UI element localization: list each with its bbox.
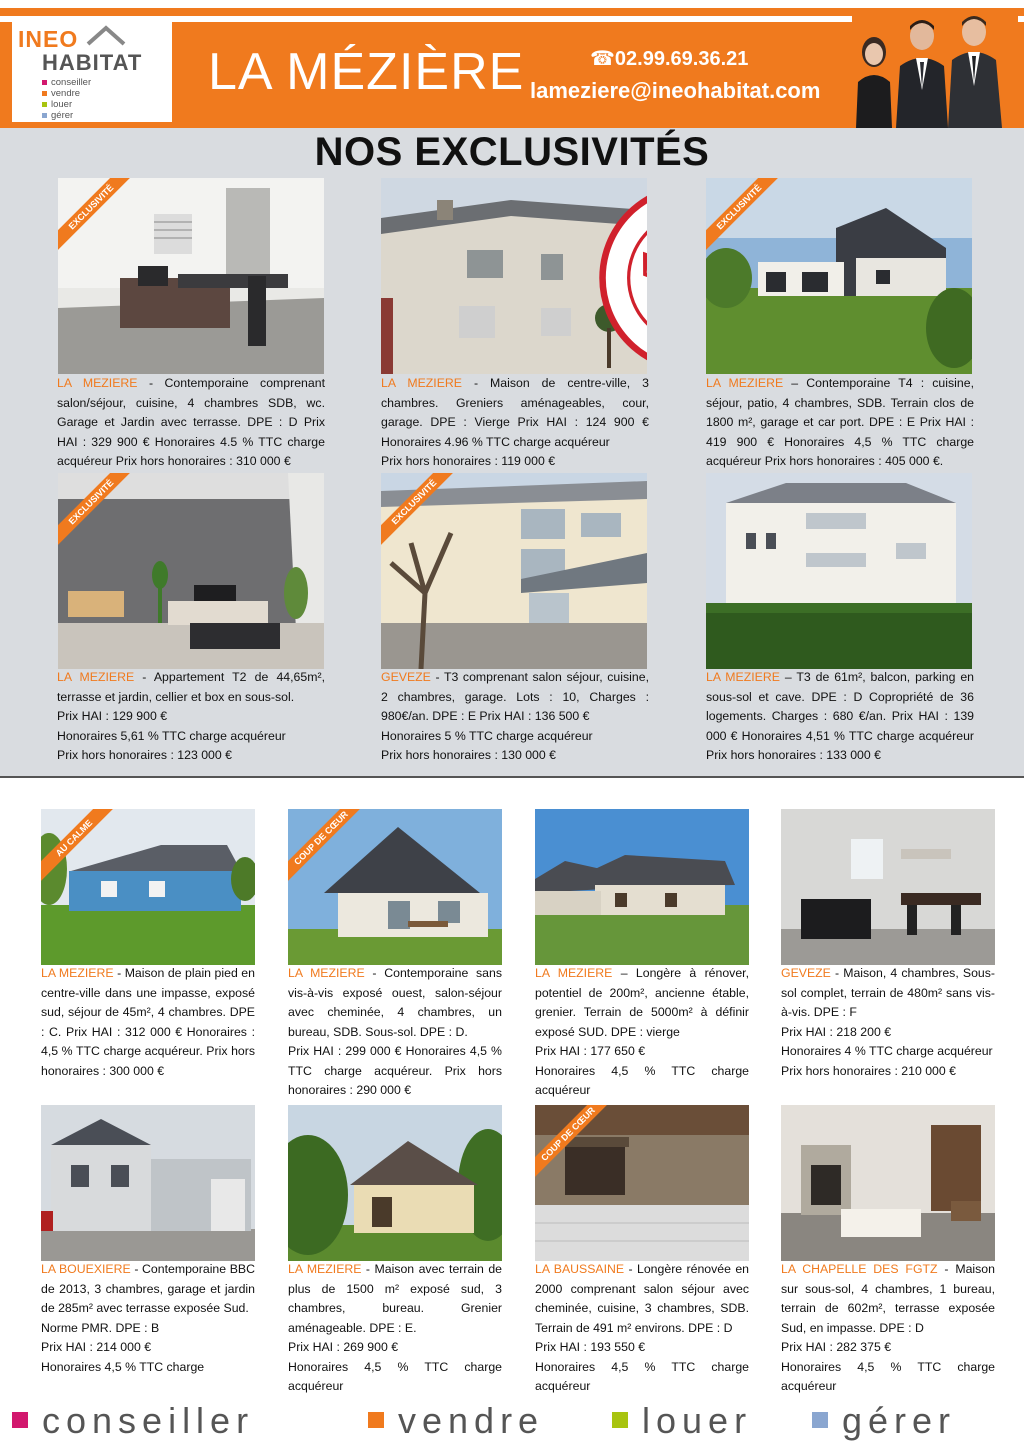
listing-fees: Honoraires 4,5 % TTC charge acquéreur [781, 1359, 995, 1393]
listing-city: LA MEZIERE [288, 1262, 362, 1276]
square-bullet-icon [42, 113, 47, 118]
listing-description: LA MEZIERE - Contemporaine sans vis-à-vis exposé ouest, salon-séjour avec cheminée, 4 chambres, un bureau, SDB. Sous-sol. DPE : D. Prix HAI : 299 000 € Honoraires 4,5 % TTC charge acquéreur. Prix hors honoraires : 290 000 € [288, 964, 502, 1101]
logo-wordmark-top: INEO [18, 26, 79, 52]
listing-fees: Honoraires 4,5 % TTC charge [41, 1359, 205, 1374]
agent-team-photo [852, 10, 1018, 128]
listing-description: GEVEZE - T3 comprenant salon séjour, cuisine, 2 chambres, garage. Lots : 10, Charges : 980€/an. DPE : E Prix HAI : 136 500 € Honoraires 5 % TTC charge acquéreur Prix hors honoraires : 130 000 € [381, 668, 649, 766]
listing-price-net: Prix hors honoraires : 119 000 € [381, 454, 556, 468]
listing-fees: Honoraires 5 % TTC charge acquéreur [381, 728, 593, 743]
listing-city: LA MEZIERE [57, 376, 138, 390]
sold-stamp [561, 180, 647, 374]
listing-price: Prix HAI : 218 200 € [781, 1024, 892, 1039]
services-footer [0, 1398, 1024, 1442]
listing-details: T3 de 61m², balcon, parking en sous-sol et cave. DPE : D Copropriété de 36 logements. Charges : 680 €/an. Prix HAI : 139 000 € Honoraires 4,51 % TTC charge acquéreur Prix hors honoraires : 133 000 € [706, 670, 975, 762]
listing-price: Prix HAI : 177 650 € [535, 1044, 646, 1058]
listing-photo[interactable] [535, 809, 749, 965]
footer-service-gerer: gérer [842, 1400, 957, 1441]
listing-price: Prix HAI : 282 375 € [781, 1340, 892, 1354]
square-bullet-icon [612, 1412, 628, 1428]
listing-photo[interactable] [706, 473, 972, 669]
listing-fees: Honoraires 4,5 % TTC charge acquéreur [288, 1359, 502, 1393]
listing-description: LA MEZIERE – Longère à rénover, potentiel de 200m², ancienne étable, grenier. Terrain de 5000m² à définir exposé SUD. DPE : vierge Prix HAI : 177 650 € Honoraires 4,5 % TTC charge acquéreur [535, 964, 749, 1101]
listing-details: Contemporaine T4 : cuisine, séjour, patio, 4 chambres, SDB. Terrain clos de 1800 m², garage et car port. DPE : E Prix HAI : 419 900 € Honoraires 4,5 % TTC charge acquéreur Prix hors honoraires : 405 000 €. [706, 376, 974, 468]
listing-description: LA MEZIERE - Maison avec terrain de plus de 1500 m² exposé sud, 3 chambres, bureau. Grenier aménageable. DPE : E. Prix HAI : 269 900 € Honoraires 4,5 % TTC charge acquéreur [288, 1260, 502, 1397]
listing-photo[interactable] [381, 178, 647, 374]
logo-wordmark-bottom: HABITAT [42, 50, 143, 75]
listing-description: LA MEZIERE - Maison de plain pied en centre-ville dans une impasse, exposé sud, séjour de 45m², 4 chambres. DPE : C. Prix HAI : 312 000 € Honoraires : 4,5 % TTC charge acquéreur. Prix hors honoraires : 300 000 € [41, 966, 255, 1078]
logo-services-list [42, 77, 91, 121]
listing-city: LA MEZIERE [288, 966, 365, 980]
exclusive-badge: EXCLUSIVITÉ [706, 178, 796, 268]
square-bullet-icon [42, 102, 47, 107]
listing-details: Maison avec terrain de plus de 1500 m² exposé sud, 3 chambres, bureau. Grenier aménageable. DPE : E. [288, 1262, 503, 1335]
listing-fees: Honoraires 4,5 % TTC charge acquéreur [535, 1063, 749, 1097]
listing-photo[interactable] [58, 473, 324, 669]
listing-city: LA CHAPELLE DES FGTZ [781, 1262, 938, 1276]
listing-city: LA MEZIERE [41, 966, 114, 980]
listing-photo[interactable] [706, 178, 972, 374]
listing-description: LA MEZIERE - Appartement T2 de 44,65m², terrasse et jardin, cellier et box en sous-sol. Prix HAI : 129 900 € Honoraires 5,61 % TTC charge acquéreur Prix hors honoraires : 123 000 € [57, 668, 325, 766]
listing-description: LA BAUSSAINE - Longère rénovée en 2000 comprenant salon séjour avec cheminée, cuisine, 3 chambres, SDB. Terrain de 491 m² environs. DPE : D Prix HAI : 193 550 € Honoraires 4,5 % TTC charge acquéreur [535, 1260, 749, 1397]
listing-photo[interactable] [781, 1105, 995, 1261]
listing-city: LA MEZIERE [706, 670, 780, 684]
listing-details: Maison, 4 chambres, Sous-sol complet, terrain de 480m² sans vis-à-vis. DPE : F [781, 966, 995, 1019]
listing-dpe: Norme PMR. DPE : B [41, 1320, 160, 1335]
listing-details: Longère rénovée en 2000 comprenant salon séjour avec cheminée, cuisine, 3 chambres, SDB. Terrain de 491 m² environs. DPE : D [535, 1262, 750, 1335]
bbc-house-photo [41, 1105, 255, 1261]
exclusive-badge: EXCLUSIVITÉ [58, 473, 148, 563]
exclusives-title: NOS EXCLUSIVITÉS [314, 130, 710, 174]
listing-price: Prix HAI : 129 900 € [57, 709, 168, 723]
listing-city: LA BOUEXIERE [41, 1262, 131, 1276]
exclusive-badge: EXCLUSIVITÉ [381, 473, 471, 563]
longere-photo [535, 809, 749, 965]
listing-photo[interactable] [41, 1105, 255, 1261]
listing-description: LA BOUEXIERE - Contemporaine BBC de 2013, 3 chambres, garage et jardin de 285m² avec terrasse exposée Sud. Norme PMR. DPE : B Prix HAI : 214 000 € Honoraires 4,5 % TTC charge [41, 1260, 255, 1377]
logo-service-item: gérer [42, 110, 91, 121]
listing-details: Contemporaine comprenant salon/séjour, cuisine, 4 chambres SDB, wc. Garage et Jardin avec terrasse. DPE : D Prix HAI : 329 900 € Honoraires 4.5 % TTC charge acquéreur Prix hors honoraires : 310 000 € [57, 376, 325, 468]
listing-price-net: Prix hors honoraires : 130 000 € [381, 748, 556, 762]
listing-price: Prix HAI : 299 000 € Honoraires 4,5 % TTC charge acquéreur. Prix hors honoraires : 290 000 € [288, 1044, 502, 1097]
listing-photo[interactable] [381, 473, 647, 669]
listing-details: T3 comprenant salon séjour, cuisine, 2 chambres, garage. Lots : 10, Charges : 980€/an. DPE : E Prix HAI : 136 500 € [381, 670, 649, 723]
listing-details: Appartement T2 de 44,65m², terrasse et jardin, cellier et box en sous-sol. [57, 670, 325, 704]
listing-description: LA MEZIERE - Maison de centre-ville, 3 chambres. Greniers aménageables, cour, garage. DPE : Vierge Prix HAI : 124 900 € Honoraires 4.96 % TTC charge acquéreur Prix hors honoraires : 119 000 € [381, 374, 649, 472]
listing-description: LA CHAPELLE DES FGTZ - Maison sur sous-sol, 4 chambres, 1 bureau, terrain de 602m², terrasse exposée Sud, en impasse. DPE : D Prix HAI : 282 375 € Honoraires 4,5 % TTC charge acquéreur [781, 1260, 995, 1397]
exclusive-badge: EXCLUSIVITÉ [58, 178, 148, 268]
listing-photo[interactable] [58, 178, 324, 374]
listing-price-net: Prix hors honoraires : 123 000 € [57, 748, 232, 762]
listing-photo[interactable] [41, 809, 255, 965]
email-link[interactable]: lameziere@ineohabitat.com [530, 78, 821, 103]
logo-service-item: louer [42, 99, 91, 110]
logo-service-item: vendre [42, 88, 91, 99]
section-divider [0, 776, 1024, 778]
house-roof-icon [86, 24, 126, 50]
listing-city: LA MEZIERE [57, 670, 135, 684]
favorite-badge: COUP DE CŒUR [535, 1105, 625, 1195]
listing-details: Longère à rénover, potentiel de 200m², ancienne étable, grenier. Terrain de 5000m² à définir exposé SUD. DPE : vierge [535, 966, 749, 1039]
listing-fees: Honoraires 5,61 % TTC charge acquéreur [57, 728, 286, 743]
footer-service-vendre: vendre [398, 1400, 545, 1441]
listing-photo[interactable] [781, 809, 995, 965]
listing-price: Prix HAI : 214 000 € [41, 1340, 152, 1354]
house-garden-photo [288, 1105, 502, 1261]
listing-city: LA MEZIERE [381, 376, 462, 390]
listing-price: Prix HAI : 269 900 € [288, 1340, 399, 1354]
listing-photo[interactable] [288, 809, 502, 965]
listing-description: LA MEZIERE - Contemporaine comprenant salon/séjour, cuisine, 4 chambres SDB, wc. Garage et Jardin avec terrasse. DPE : D Prix HAI : 329 900 € Honoraires 4.5 % TTC charge acquéreur Prix hors honoraires : 310 000 € [57, 376, 325, 468]
listing-details: Maison de plain pied en centre-ville dans une impasse, exposé sud, séjour de 45m², 4 chambres. DPE : C. Prix HAI : 312 000 € Honoraires : 4,5 % TTC charge acquéreur. Prix hors honoraires : 300 000 € [41, 966, 255, 1078]
agency-town-title: LA MÉZIÈRE [208, 43, 525, 101]
listing-fees: Honoraires 4 % TTC charge acquéreur [781, 1044, 993, 1058]
listing-photo[interactable] [288, 1105, 502, 1261]
agency-logo[interactable] [12, 22, 172, 122]
apartment-building-photo [706, 473, 972, 669]
listing-photo[interactable] [535, 1105, 749, 1261]
square-bullet-icon [42, 91, 47, 96]
listing-city: LA BAUSSAINE [535, 1262, 625, 1276]
phone-number[interactable]: ☎02.99.69.36.21 [590, 48, 749, 70]
phone-icon: ☎ [590, 48, 615, 70]
listing-city: LA MEZIERE [535, 966, 613, 980]
listing-description: GEVEZE - Maison, 4 chambres, Sous-sol complet, terrain de 480m² sans vis-à-vis. DPE : F Prix HAI : 218 200 € Honoraires 4 % TTC charge acquéreur Prix hors honoraires : 210 000 € [781, 964, 995, 1081]
listing-description: LA MEZIERE – Contemporaine T4 : cuisine, séjour, patio, 4 chambres, SDB. Terrain clos de 1800 m², garage et car port. DPE : E Prix HAI : 419 900 € Honoraires 4,5 % TTC charge acquéreur Prix hors honoraires : 405 000 €. [706, 376, 974, 468]
logo-service-item: conseiller [42, 77, 91, 88]
footer-service-louer: louer [642, 1400, 753, 1441]
square-bullet-icon [368, 1412, 384, 1428]
listing-fees: Honoraires 4,5 % TTC charge acquéreur [535, 1359, 749, 1393]
listing-price-net: Prix hors honoraires : 210 000 € [781, 1063, 956, 1078]
living-room-photo [781, 809, 995, 965]
footer-service-conseiller: conseiller [42, 1400, 255, 1441]
listing-city: LA MEZIERE [706, 376, 784, 390]
listing-details: Contemporaine BBC de 2013, 3 chambres, garage et jardin de 285m² avec terrasse exposée Sud. [41, 1262, 255, 1315]
listing-city: GEVEZE [381, 670, 431, 684]
listing-details: Maison de centre-ville, 3 chambres. Greniers aménageables, cour, garage. DPE : Vierge Prix HAI : 124 900 € Honoraires 4.96 % TTC charge acquéreur [381, 376, 649, 449]
square-bullet-icon [42, 80, 47, 85]
calm-badge: AU CALME [41, 809, 131, 899]
square-bullet-icon [812, 1412, 828, 1428]
listing-price: Prix HAI : 193 550 € [535, 1340, 646, 1354]
favorite-badge: COUP DE CŒUR [288, 809, 378, 899]
listing-details: Maison sur sous-sol, 4 chambres, 1 bureau, terrain de 602m², terrasse exposée Sud, en impasse. DPE : D [781, 1262, 995, 1335]
square-bullet-icon [12, 1412, 28, 1428]
listing-description: LA MEZIERE – T3 de 61m², balcon, parking en sous-sol et cave. DPE : D Copropriété de 36 logements. Charges : 680 €/an. Prix HAI : 139 000 € Honoraires 4,51 % TTC charge acquéreur Prix hors honoraires : 133 000 € [706, 670, 975, 762]
interior-fireplace-photo [781, 1105, 995, 1261]
listing-details: Contemporaine sans vis-à-vis exposé ouest, salon-séjour avec cheminée, 4 chambres, un bureau, SDB. Sous-sol. DPE : D. [288, 966, 502, 1039]
listing-city: GEVEZE [781, 966, 831, 980]
